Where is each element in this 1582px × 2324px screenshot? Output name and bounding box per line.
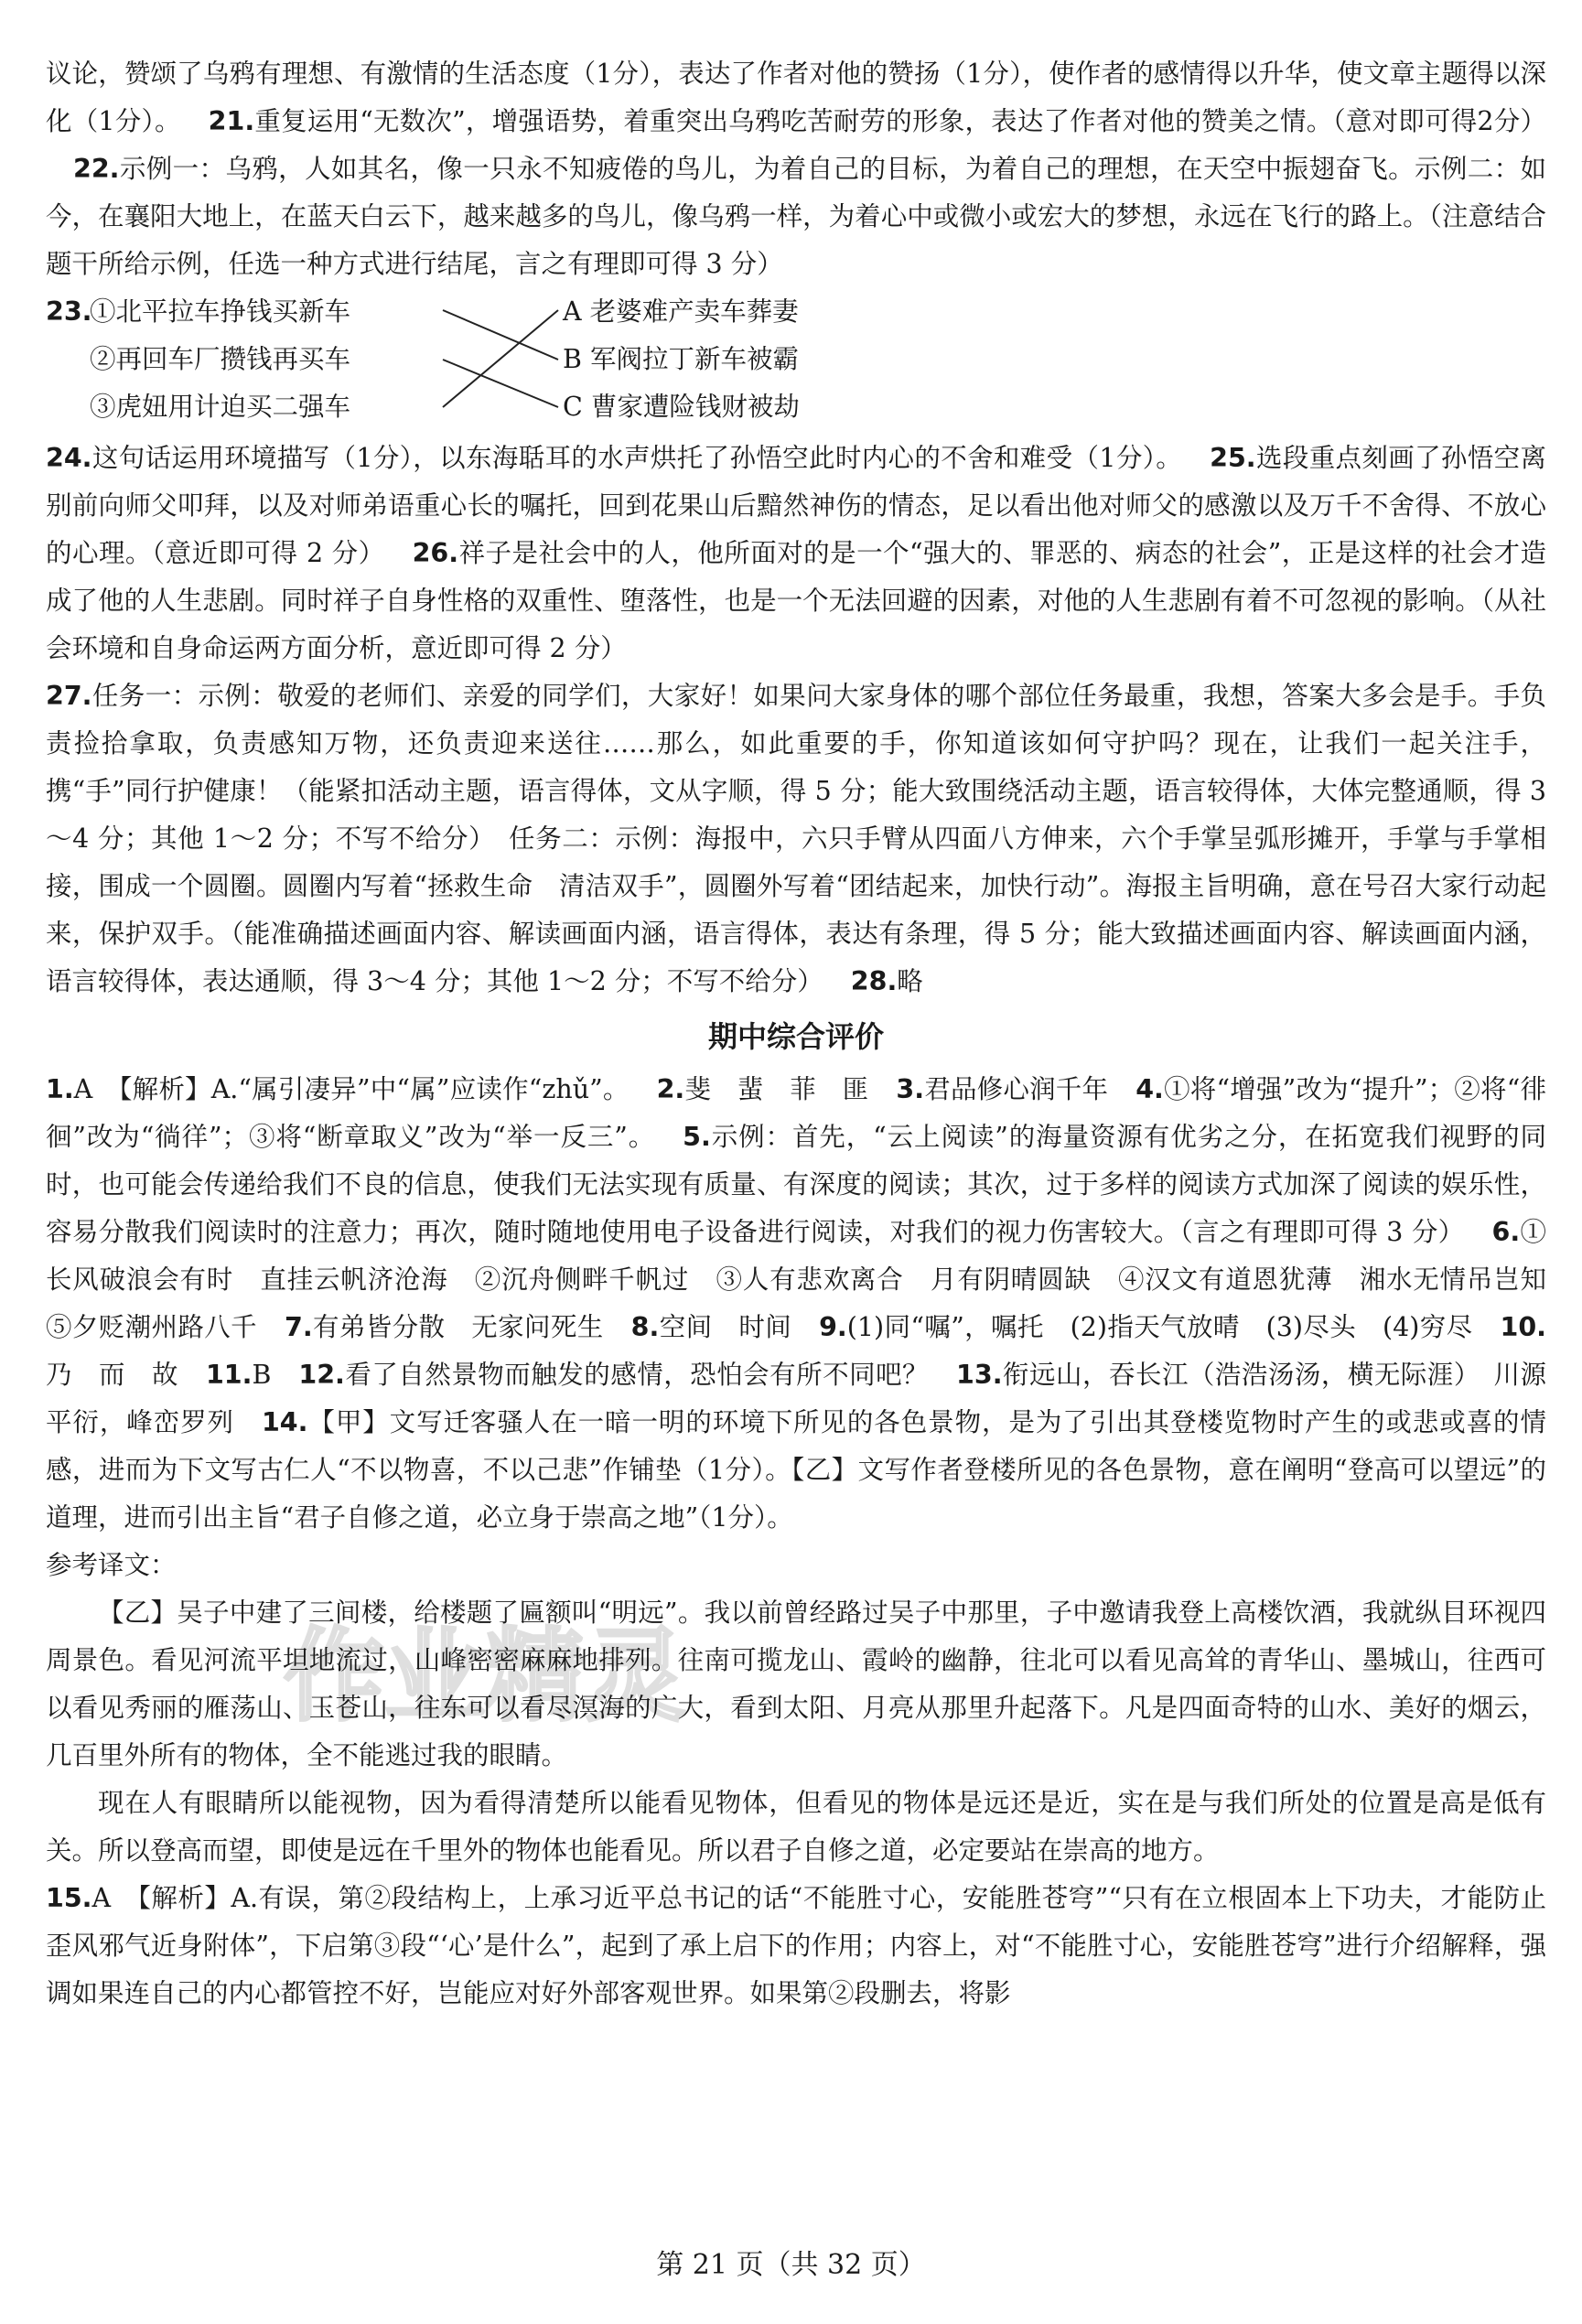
mid-q-text: 有弟皆分散 无家问死生 [312, 1312, 604, 1342]
mid-q-number: 6. [1491, 1217, 1521, 1247]
q23-number: 23. [46, 296, 92, 327]
q15-number: 15. [46, 1883, 92, 1913]
line-1: 议论，赞颂了乌鸦有理想、有激情的生活态度（1分），表达了作者对他的赞扬（1分），使作者的感情得以升华，使文 [46, 59, 1390, 89]
q23-left-1: ①北平拉车挣钱买新车 [90, 296, 351, 327]
mid-q-text: 空间 时间 [659, 1312, 792, 1342]
paragraph-continued [46, 50, 1546, 288]
q23-left-2: ②再回车厂攒钱再买车 [90, 344, 351, 374]
q22-number: 22. [73, 154, 120, 184]
q24-to-q28 [46, 435, 1546, 672]
q28-text: 略 [897, 966, 923, 996]
mid-q-text: 【甲】文写迁客骚人在一暗一明的环境下所见的各色景物，是为了引出其登楼览物时产生的或悲或喜的情感，进而为下文写古仁人“不以物喜，不以己悲”作铺垫（1分）。【乙】文写作者登楼所见的各色景物，意在阐明“登高可以望远”的道理，进而引出主旨“君子自修之道，必立身于崇高之地”（1分）。 [46, 1407, 1546, 1533]
mid-q-text: ①长风破浪会有时 直挂云帆济沧海 ②沉舟侧畔千帆过 ③人有悲欢离合 月有阴晴圆缺 ④汉文有道恩犹薄 湘水无情吊岂知 ⑤夕贬潮州路八千 [46, 1217, 1573, 1342]
q26-text: 祥子是社会中的人，他所面对的是一个“强大的、罪恶的、病态的社会”，正是这样的社会才造成了他的人生悲剧。同时祥子自身性格的双重性、堕落性，也是一个无法回避的因素，对他的人生悲剧有着不可忽视的影响。（从社会环境和自身命运两方面分析，意近即可得 2 分） [46, 538, 1546, 663]
mid-q-text: (1)同“嘱”，嘱托 (2)指天气放晴 (3)尽头 (4)穷尽 [846, 1312, 1473, 1342]
mid-q-number: 5. [683, 1122, 711, 1152]
q28-number: 28. [850, 966, 898, 996]
reference-label: 参考译文： [46, 1550, 177, 1580]
mid-q-number: 7. [285, 1312, 313, 1342]
mid-q-text: A 【解析】A.“属引凄异”中“属”应读作“zhǔ”。 [73, 1074, 630, 1104]
mid-q-number: 9. [819, 1312, 847, 1342]
mid-q-text: 衔远山，吞长江（浩浩汤汤，横无际涯） 川源平衍，峰峦罗列 [46, 1360, 1546, 1437]
mid-q-number: 14. [261, 1407, 308, 1437]
line-2: 章主题得以深化（1分）。 [46, 59, 1546, 136]
q15-paragraph [46, 1875, 1546, 2017]
mid-q-number: 3. [896, 1074, 925, 1104]
mid-q-text: ①将“增强”改为“提升”；②将“徘徊”改为“徜徉”；③将“断章取义”改为“举一反三”。 [46, 1074, 1546, 1152]
mid-q-number: 4. [1135, 1074, 1164, 1104]
midterm-answers [46, 1066, 1573, 1542]
mid-q-text: 君品修心润千年 [924, 1074, 1109, 1104]
mid-q-text: 示例：首先，“云上阅读”的海量资源有优劣之分，在拓宽我们视野的同时，也可能会传递给我们不良的信息，使我们无法实现有质量、有深度的阅读；其次，过于多样的阅读方式加深了阅读的娱乐性，容易分散我们阅读时的注意力；再次，随时随地使用电子设备进行阅读，对我们的视力伤害较大。（言之有理即可得 3 分） [46, 1122, 1546, 1247]
page-footer: 第 21 页（共 32 页） [656, 2249, 926, 2281]
q27-text: 任务一：示例：敬爱的老师们、亲爱的同学们，大家好！如果问大家身体的哪个部位任务最重，我想，答案大多会是手。手负责捡拾拿取，负责感知万物，还负责迎来送往……那么，如此重要的手，你知道该如何守护吗？现在，让我们一起关注手，携“手”同行护健康！（能紧扣活动主题，语言得体，文从字顺，得 5 分；能大致围绕活动主题，语言较得体，大体完整通顺，得 3～4 分；其他 1～2 分；不写不给分） 任务二：示例：海报中，六只手臂从四面八方伸来，六个手掌呈弧形摊开，手掌与手掌相接，围成一个圆圈。圆圈内写着“拯救生命 清洁双手”，圆圈外写着“团结起来，加快行动”。海报主旨明确，意在号召大家行动起来，保护双手。（能准确描述画面内容、解读画面内涵，语言得体，表达有条理，得 5 分；能大致描述画面内容、解读画面内涵，语言较得体，表达通顺，得 3～4 分；其他 1～2 分；不写不给分） [46, 681, 1546, 996]
mid-q-number: 11. [205, 1360, 253, 1390]
mid-q-text: 斐 蜚 菲 匪 [684, 1074, 869, 1104]
q25-number: 25. [1210, 443, 1256, 473]
q21-text: 重复运用“无数次”，增强语势，着重突出乌鸦吃苦耐劳的形象，表达了作者对他的赞美之情。（意对即可得2分） [254, 106, 1546, 136]
q23-right-c: C 曹家遭险钱财被劫 [563, 392, 800, 422]
q25-text: 选段重点刻画了孙悟空离别前向师父叩拜，以及对师弟语重心长的嘱托，回到花果山后黯然神伤的情态，足以看出他对师父的感激以及万千不舍得、不放心的心理。（意近即可得 2 分） [46, 443, 1546, 568]
mid-q-number: 10. [1500, 1312, 1546, 1342]
section-title: 期中综合评价 [707, 1019, 884, 1054]
q22-text: 示例一：乌鸦，人如其名，像一只永不知疲倦的鸟儿，为着自己的目标，为着自己的理想，在天空中振翅奋飞。示例二：如今，在襄阳大地上，在蓝天白云下，越来越多的鸟儿，像乌鸦一样，为着心中或微小或宏大的梦想，永远在飞行的路上。（注意结合题干所给示例，任选一种方式进行结尾，言之有理即可得 3 分） [46, 154, 1546, 279]
q24-number: 24. [46, 443, 92, 473]
q27-paragraph [46, 672, 1546, 1006]
translation-paragraph-1: 【乙】吴子中建了三间楼，给楼题了匾额叫“明远”。我以前曾经路过吴子中那里，子中邀请我登上高楼饮酒，我就纵目环视四周景色。看见河流平坦地流过，山峰密密麻麻地排列。往南可揽龙山、霞岭的幽静，往北可以看见高耸的青华山、墨城山，往西可以看见秀丽的雁荡山、玉苍山，往东可以看尽溟海的广大，看到太阳、月亮从那里升起落下。凡是四面奇特的山水、美好的烟云，几百里外所有的物体，全不能逃过我的眼睛。 [46, 1598, 1546, 1770]
mid-q-number: 12. [298, 1360, 345, 1390]
answer-page [46, 50, 1573, 2017]
mid-q-number: 2. [656, 1074, 685, 1104]
q21-number: 21. [208, 106, 255, 136]
watermark-text: 作业精灵 [284, 1618, 686, 1735]
q23-right-b: B 军阀拉丁新车被霸 [563, 344, 800, 374]
q23-matching [46, 288, 1546, 435]
mid-q-text: B [252, 1360, 272, 1390]
mid-q-number: 8. [630, 1312, 660, 1342]
mid-q-number: 1. [46, 1074, 74, 1104]
q23-connector-lines [439, 288, 563, 435]
q27-number: 27. [46, 681, 92, 711]
mid-q-text: 看了自然景物而触发的感情，恐怕会有所不同吧？ [344, 1360, 930, 1390]
q24-text: 这句话运用环境描写（1分），以东海聒耳的水声烘托了孙悟空此时内心的不舍和难受（1分）。 [91, 443, 1183, 473]
mid-q-text: 乃 而 故 [46, 1360, 178, 1390]
q26-number: 26. [412, 538, 459, 568]
q23-left-3: ③虎妞用计迫买二强车 [90, 392, 351, 422]
translation-paragraph-2: 现在人有眼睛所以能视物，因为看得清楚所以能看见物体，但看见的物体是远还是近，实在是与我们所处的位置是高是低有关。所以登高而望，即使是远在千里外的物体也能看见。所以君子自修之道，必定要站在崇高的地方。 [46, 1788, 1546, 1866]
q15-text: A 【解析】A.有误，第②段结构上，上承习近平总书记的话“不能胜寸心，安能胜苍穹”“只有在立根固本上下功夫，才能防止歪风邪气近身附体”，下启第③段“‘心’是什么”，起到了承上启下的作用；内容上，对“不能胜寸心，安能胜苍穹”进行介绍解释，强调如果连自己的内心都管控不好，岂能应对好外部客观世界。如果第②段删去，将影 [46, 1883, 1546, 2008]
mid-q-number: 13. [956, 1360, 1003, 1390]
q23-right-a: A 老婆难产卖车葬妻 [563, 296, 799, 327]
